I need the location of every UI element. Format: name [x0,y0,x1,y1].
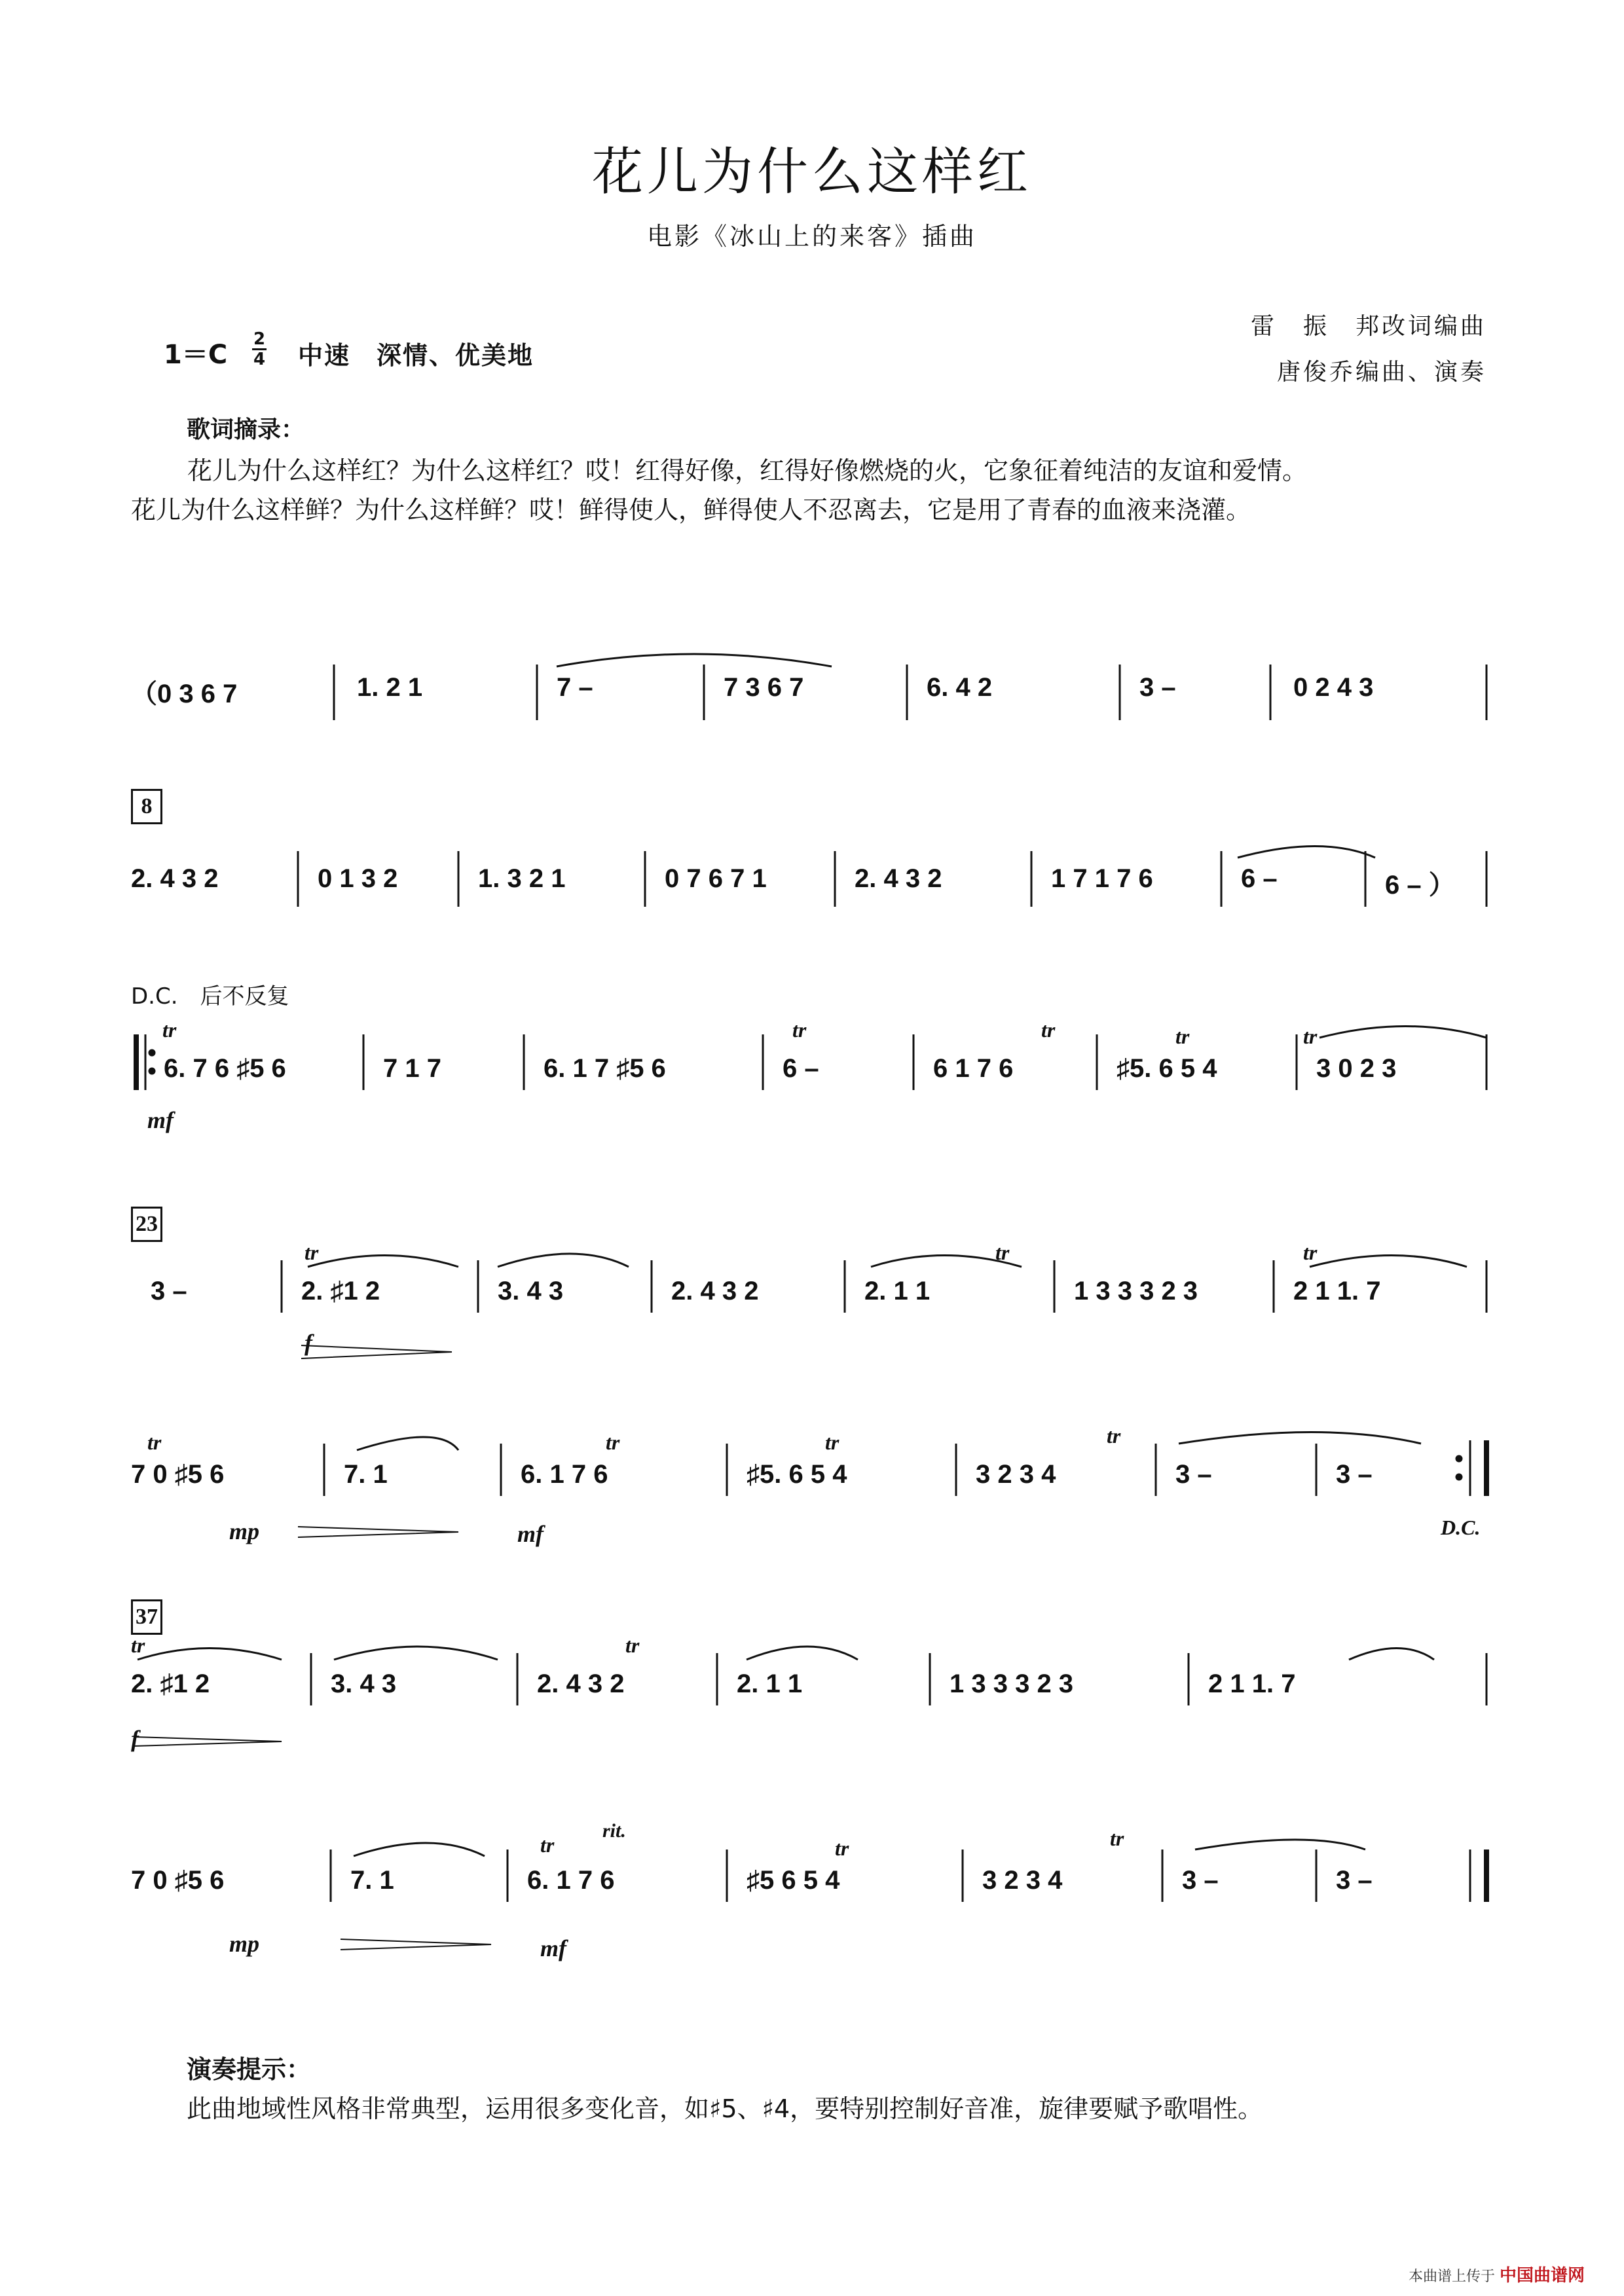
measure: 2 1 1. 7 [1293,1277,1381,1305]
lyrics-heading: 歌词摘录： [187,416,305,443]
trill-mark: tr [1041,1018,1056,1042]
dynamic-f: f [304,1330,312,1356]
measure: 6 1 7 6 [933,1054,1014,1083]
footer-brand: 中国曲谱网 [1499,2266,1585,2286]
score-system-4 [131,1231,1493,1356]
dc-instruction: D.C. 后不反复 [131,983,289,1010]
measure: 7 0 ♯5 6 [131,1460,225,1489]
trill-mark: tr [131,1633,145,1657]
trill-mark: tr [606,1430,620,1454]
score-system-2 [131,838,1493,943]
dc-end-mark: D.C. [1441,1516,1481,1539]
page-subtitle: 电影《冰山上的来客》插曲 [646,222,977,251]
trill-mark: tr [147,1430,162,1454]
dynamic-mp: mp [229,1518,260,1544]
measure: 1 3 3 3 2 3 [1074,1277,1198,1305]
ritardando-mark: rit. [602,1820,626,1842]
measure: 6. 1 7 6 [527,1866,615,1895]
credit-arranger: 唐俊乔编曲、演奏 [1276,359,1486,386]
dynamic-mf: mf [147,1107,174,1133]
score-system-6 [131,1624,1493,1752]
measure: 0 2 4 3 [1293,673,1374,702]
trill-mark: tr [1107,1424,1121,1448]
trill-mark: tr [825,1430,840,1454]
measure: 2. 4 3 2 [671,1277,759,1305]
measure: 2 1 1. 7 [1208,1669,1296,1698]
trill-mark: tr [792,1018,807,1042]
measure: 1. 3 2 1 [478,864,566,893]
system-1-lines [131,648,1493,753]
measure: 6. 4 2 [927,673,993,702]
score-system-5 [131,1414,1493,1547]
trill-mark: tr [1175,1025,1190,1048]
measure: 7 1 7 [383,1054,441,1083]
tips-heading: 演奏提示： [187,2055,312,2084]
time-signature-top: 2 [253,329,266,349]
time-signature-bottom: 4 [253,350,266,369]
measure: 3 – [1336,1866,1373,1895]
measure: 6 – ） [1385,871,1455,900]
measure: 2. 1 1 [737,1669,803,1698]
measure: 3. 4 3 [498,1277,564,1305]
measure: ♯5. 6 5 4 [1116,1054,1217,1083]
dynamic-mf: mf [517,1521,544,1547]
measure: 7. 1 [344,1460,388,1489]
measure: 6 – [1241,864,1278,893]
measure: 3. 4 3 [331,1669,397,1698]
trill-mark: tr [1110,1827,1124,1850]
lyrics-line-1: 花儿为什么这样红？为什么这样红？哎！红得好像，红得好像燃烧的火，它象征着纯洁的友谊和爱情。 [187,456,1308,485]
score-system-3 [131,1008,1493,1133]
measure: 2. 4 3 2 [537,1669,625,1698]
measure: 2. 4 3 2 [855,864,942,893]
measure: 2. 1 1 [864,1277,931,1305]
measure: 3 0 2 3 [1316,1054,1397,1083]
credit-composer: 雷 振 邦改词编曲 [1250,313,1486,340]
measure: 3 – [1182,1866,1219,1895]
dynamic-f: f [131,1726,139,1752]
measure: 0 1 3 2 [318,864,398,893]
measure: 3 2 3 4 [982,1866,1063,1895]
measure: 7 3 6 7 [724,673,804,702]
measure-number: 8 [131,789,162,824]
footer-watermark [1409,2262,1585,2286]
measure-number: 37 [131,1599,162,1635]
measure: 3 – [151,1277,187,1305]
measure: 1 7 1 7 6 [1051,864,1153,893]
measure: 0 7 6 7 1 [665,864,767,893]
tempo-marking: 中速 深情、优美地 [298,341,534,370]
lyrics-line-2: 花儿为什么这样鲜？为什么这样鲜？哎！鲜得使人，鲜得使人不忍离去，它是用了青春的血液来浇灌。 [131,496,1251,524]
measure: 7. 1 [350,1866,394,1895]
measure: ♯5. 6 5 4 [747,1460,847,1489]
measure: 3 2 3 4 [976,1460,1056,1489]
measure: 6. 1 7 6 [521,1460,608,1489]
trill-mark: tr [995,1241,1010,1264]
measure: 1. 2 1 [357,673,423,702]
measure: （0 3 6 7 [131,680,238,708]
measure: 3 – [1139,673,1176,702]
measure: 7 0 ♯5 6 [131,1866,225,1895]
measure: 2. ♯1 2 [301,1277,380,1305]
trill-mark: tr [162,1018,177,1042]
measure: 3 – [1336,1460,1373,1489]
footer-text: 本曲谱上传于 [1408,2269,1495,2285]
measure: 1 3 3 3 2 3 [950,1669,1074,1698]
trill-mark: tr [1303,1241,1318,1264]
key-signature: 1＝C [164,340,228,370]
trill-mark: tr [1303,1025,1318,1048]
score-system-1 [131,648,1493,753]
measure-number: 23 [131,1207,162,1242]
measure: 6. 1 7 ♯5 6 [544,1054,666,1083]
trill-mark: tr [835,1836,849,1860]
measure: 3 – [1175,1460,1212,1489]
trill-mark: tr [625,1633,640,1657]
dynamic-mp: mp [229,1931,260,1957]
measure: 2. ♯1 2 [131,1669,210,1698]
dynamic-mf: mf [540,1935,566,1961]
measure: ♯5 6 5 4 [747,1866,840,1895]
measure: 6. 7 6 ♯5 6 [164,1054,286,1083]
measure: 7 – [557,673,593,702]
score-system-7 [131,1820,1493,1961]
page-title: 花儿为什么这样红 [591,143,1032,202]
time-signature [252,331,267,368]
trill-mark: tr [304,1241,319,1264]
measure: 6 – [783,1054,819,1083]
tips-text: 此曲地域性风格非常典型，运用很多变化音，如♯5、♯4，要特别控制好音准，旋律要赋予歌唱性。 [187,2094,1263,2123]
measure: 2. 4 3 2 [131,864,219,893]
trill-mark: tr [540,1833,555,1857]
